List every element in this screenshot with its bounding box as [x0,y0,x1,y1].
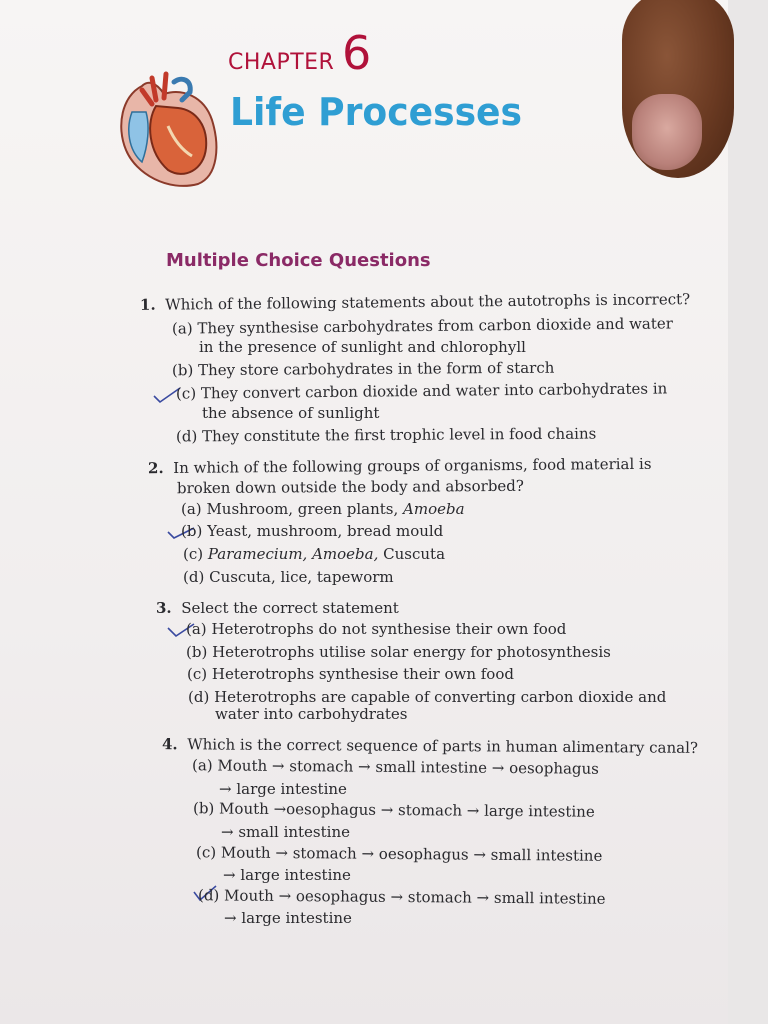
option-label: (d) [183,568,205,586]
option-text: Cuscuta [378,545,446,563]
option-text-italic: Paramecium, Amoeba, [207,545,379,563]
option-text: Mouth → stomach → small intestine → oesophagus [217,756,600,778]
option-label: (a) [186,620,207,638]
question-text: Which of the following statements about the autotrophs is incorrect? [165,290,691,314]
option-3a [186,620,566,639]
question-number: 2. [147,459,164,478]
option-label: (b) [171,361,194,380]
option-text: They synthesise carbohydrates from carbon dioxide and water [197,314,673,338]
option-label: (c) [183,545,204,563]
option-label: (d) [188,688,210,706]
option-text: Cuscuta, lice, tapeworm [209,568,394,586]
option-text: Mouth → stomach → oesophagus → small intestine [220,843,603,865]
option-label: (d) [175,427,198,446]
question-text: Select the correct statement [181,599,399,617]
option-text: They convert carbon dioxide and water into carbohydrates in [200,379,668,403]
chapter-number: 6 [342,26,372,80]
option-label: (b) [181,522,203,540]
option-3d-continuation: water into carbohydrates [215,705,408,723]
question-3 [156,599,399,618]
option-4a-continuation: → large intestine [219,780,347,798]
option-2a [181,500,465,519]
option-text: Heterotrophs are capable of converting carbon dioxide and [214,688,667,706]
option-text: Mouth → oesophagus → stomach → small intestine [224,886,606,908]
option-4d [198,886,606,909]
question-number: 4. [161,735,178,754]
option-text-italic: Amoeba [403,500,465,518]
question-text: Which is the correct sequence of parts in human alimentary canal? [187,735,699,757]
option-2c [183,545,445,564]
option-text: Heterotrophs do not synthesise their own food [211,620,567,638]
option-2d [183,568,394,587]
option-4b [193,799,595,822]
option-text: Yeast, mushroom, bread mould [207,522,444,540]
option-label: (b) [186,643,208,661]
option-text: Mouth →oesophagus → stomach → large intestine [219,799,595,821]
option-label: (c) [175,384,197,403]
option-3b [186,643,611,662]
option-text: Mushroom, green plants, [206,500,404,518]
option-1a-continuation: in the presence of sunlight and chlorophyll [199,338,526,356]
question-number: 1. [139,295,156,314]
option-1d [176,425,596,447]
chapter-title: Life Processes [230,90,523,134]
chapter-label: CHAPTER [228,50,335,75]
option-label: (c) [195,843,217,862]
option-label: (b) [192,799,215,818]
option-label: (a) [181,500,202,518]
option-text: They store carbohydrates in the form of starch [198,358,555,380]
option-2b [181,522,443,541]
option-3c [187,665,514,684]
option-label: (c) [187,665,208,683]
option-1b [172,359,554,381]
option-text: Heterotrophs synthesise their own food [211,665,514,683]
option-4c-continuation: → large intestine [223,866,351,884]
section-heading: Multiple Choice Questions [166,250,431,271]
option-label: (a) [171,319,193,338]
question-text: In which of the following groups of organisms, food material is [173,454,652,477]
option-1c-continuation: the absence of sunlight [202,404,380,422]
option-4c [196,843,603,866]
question-number: 3. [156,599,172,617]
option-text: Heterotrophs utilise solar energy for photosynthesis [212,643,611,661]
background-surface [728,0,768,1024]
heart-illustration [112,66,224,192]
question-2-continuation: broken down outside the body and absorbed? [176,476,524,498]
option-label: (a) [191,756,213,775]
option-4d-continuation: → large intestine [224,909,352,927]
option-label: (d) [197,886,220,905]
option-4a [192,756,599,779]
question-4 [162,735,698,758]
option-4b-continuation: → small intestine [221,823,350,841]
option-text: They constitute the first trophic level in food chains [202,424,597,446]
thumbnail-nail [632,94,702,170]
